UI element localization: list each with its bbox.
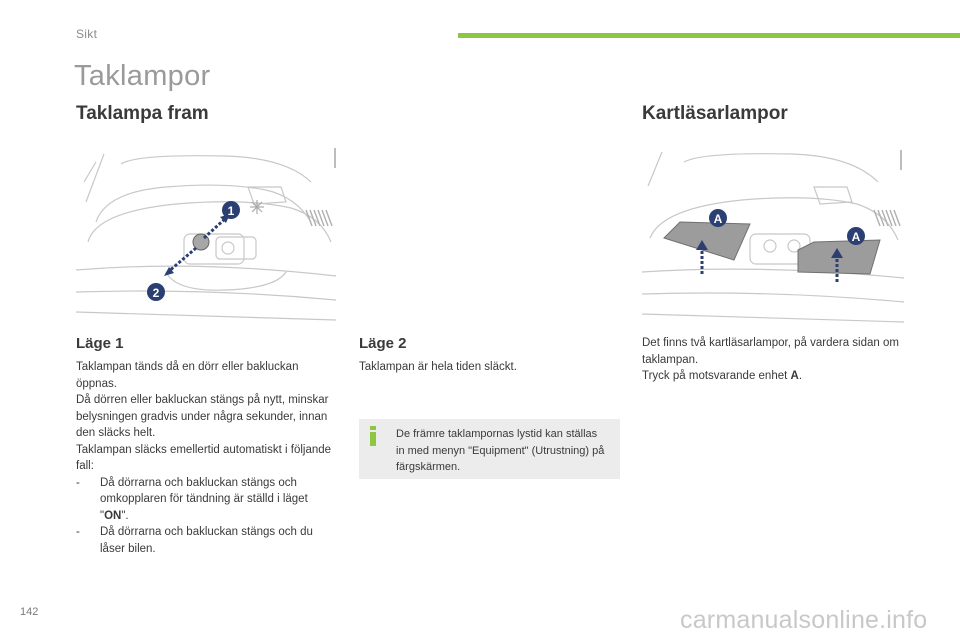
page-title: Taklampor	[74, 60, 211, 92]
map-lamps-heading: Kartläsarlampor	[642, 103, 788, 124]
mode1-paragraph-2: Då dörren eller bakluckan stängs på nytt, minskar belysningen gradvis under några sekunder, innan den släcks helt.	[76, 394, 329, 439]
callout-1: 1	[227, 204, 235, 218]
mode1-paragraph-1: Taklampan tänds då en dörr eller bakluckan öppnas.	[76, 361, 299, 390]
map-reading-lamps-illustration	[642, 142, 904, 328]
mode1-list-item-1: - Då dörrarna och bakluckan stängs och omkopplaren för tändning är ställd i läget "ON".	[76, 475, 332, 525]
callout-a-left: A	[713, 212, 723, 226]
section-label: Sikt	[76, 27, 98, 41]
map-lamps-text	[642, 335, 904, 385]
mode1-list-item-2: - Då dörrarna och bakluckan stängs och du låser bilen.	[76, 524, 332, 557]
list-dash: -	[76, 476, 80, 489]
page-number: 142	[20, 606, 39, 618]
front-lamp-heading: Taklampa fram	[76, 103, 209, 124]
mode1-paragraph-3: Taklampan släcks emellertid automatiskt i följande fall:	[76, 443, 332, 472]
info-text: De främre taklampornas lystid kan ställas in med menyn "Equipment" (Utrustning) på färgskärmen.	[396, 428, 605, 473]
callout-2: 2	[152, 286, 160, 300]
mode1-heading: Läge 1	[76, 335, 124, 352]
watermark: carmanualsonline.info	[680, 606, 928, 634]
info-icon	[366, 426, 380, 446]
mode2-text: Taklampan är hela tiden släckt.	[359, 361, 517, 373]
map-lamps-paragraph-1: Det finns två kartläsarlampor, på vardera sidan om taklampan.	[642, 337, 899, 366]
mode1-text	[76, 359, 332, 557]
list-dash: -	[76, 526, 80, 538]
accent-bar	[458, 33, 960, 38]
mode2-heading: Läge 2	[359, 335, 407, 352]
front-ceiling-lamp-illustration	[76, 142, 336, 328]
callout-a-right: A	[851, 230, 861, 244]
map-lamps-paragraph-2: Tryck på motsvarande enhet A.	[642, 370, 803, 382]
